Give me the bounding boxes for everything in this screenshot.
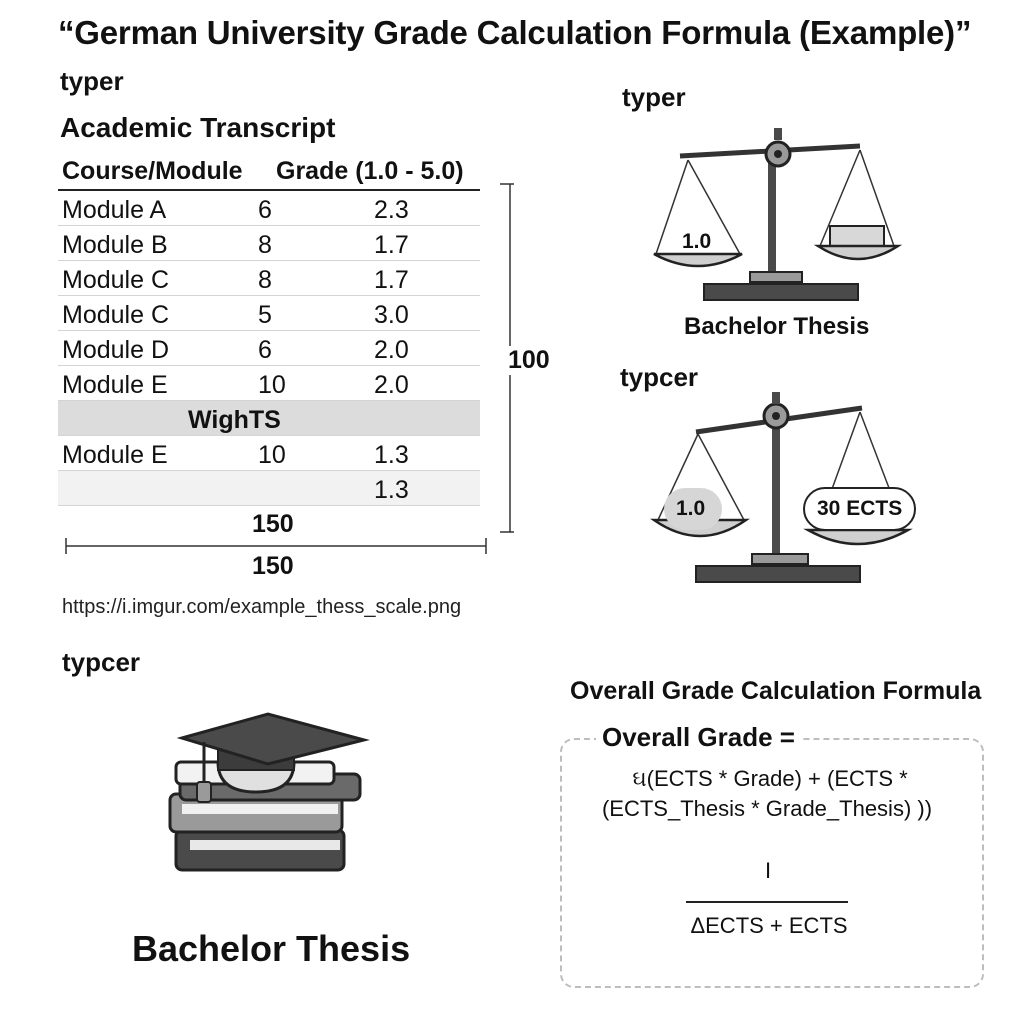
scale-icon-top bbox=[640, 118, 880, 308]
cell-ects: 8 bbox=[258, 231, 272, 259]
cell-grade: 2.0 bbox=[374, 336, 409, 364]
cell-ects: 6 bbox=[258, 196, 272, 224]
formula-lhs: Overall Grade = bbox=[596, 722, 801, 753]
cell-grade: 2.3 bbox=[374, 196, 409, 224]
cell-module: Module D bbox=[62, 336, 169, 364]
cell-ects: 10 bbox=[258, 371, 286, 399]
cell-grade: 1.3 bbox=[374, 441, 409, 469]
total-inside: 150 bbox=[252, 510, 294, 538]
header-grade: Grade (1.0 - 5.0) bbox=[276, 157, 464, 185]
formula-numerator-line2: (ECTS_Thesis * Grade_Thesis) )) bbox=[601, 796, 933, 821]
scale-top-left-pan-label: 1.0 bbox=[682, 230, 712, 253]
thesis-label: Bachelor Thesis bbox=[132, 928, 411, 969]
scale-bottom-right-pan-label: 30 ECTS bbox=[803, 487, 916, 531]
image-url: https://i.imgur.com/example_thess_scale.png bbox=[62, 596, 462, 618]
page-title: “German University Grade Calculation Formula (Example)” bbox=[58, 14, 972, 51]
cell-grade: 2.0 bbox=[374, 371, 409, 399]
cell-ects: 10 bbox=[258, 441, 286, 469]
fraction-bar bbox=[686, 901, 848, 903]
formula-denominator: ΔECTS + ECTS bbox=[690, 913, 848, 938]
cell-grade: 1.3 bbox=[374, 476, 409, 504]
cell-grade: 3.0 bbox=[374, 301, 409, 329]
cell-ects: 6 bbox=[258, 336, 272, 364]
scale-bottom-left-pan-label: 1.0 bbox=[676, 497, 706, 520]
total-below: 150 bbox=[252, 552, 294, 580]
weights-label: WighTS bbox=[188, 406, 281, 434]
side-total: 100 bbox=[508, 346, 550, 374]
label-typer-top-right: typer bbox=[622, 82, 686, 112]
cell-module: Module E bbox=[62, 371, 168, 399]
cell-grade: 1.7 bbox=[374, 231, 409, 259]
graduation-books-icon bbox=[168, 712, 368, 882]
scale-top-caption: Bachelor Thesis bbox=[684, 313, 870, 340]
cell-module: Module C bbox=[62, 301, 169, 329]
scale-icon-bottom bbox=[640, 386, 880, 586]
cell-module: Module C bbox=[62, 266, 169, 294]
transcript-heading: Academic Transcript bbox=[60, 112, 336, 143]
cell-ects: 8 bbox=[258, 266, 272, 294]
cell-module: Module B bbox=[62, 231, 168, 259]
formula-numerator-line1: ઘ(ECTS * Grade) + (ECTS * bbox=[632, 766, 908, 791]
label-typcer-mid-right: typcer bbox=[620, 362, 699, 392]
formula-title: Overall Grade Calculation Formula bbox=[570, 677, 982, 705]
header-course: Course/Module bbox=[62, 157, 243, 185]
cell-module: Module A bbox=[62, 196, 167, 224]
formula-mid-symbol: I bbox=[764, 858, 772, 883]
cell-ects: 5 bbox=[258, 301, 272, 329]
label-typer-top-left: typer bbox=[60, 66, 124, 96]
cell-module: Module E bbox=[62, 441, 168, 469]
label-typcer-bottom-left: typcer bbox=[62, 647, 141, 677]
cell-grade: 1.7 bbox=[374, 266, 409, 294]
